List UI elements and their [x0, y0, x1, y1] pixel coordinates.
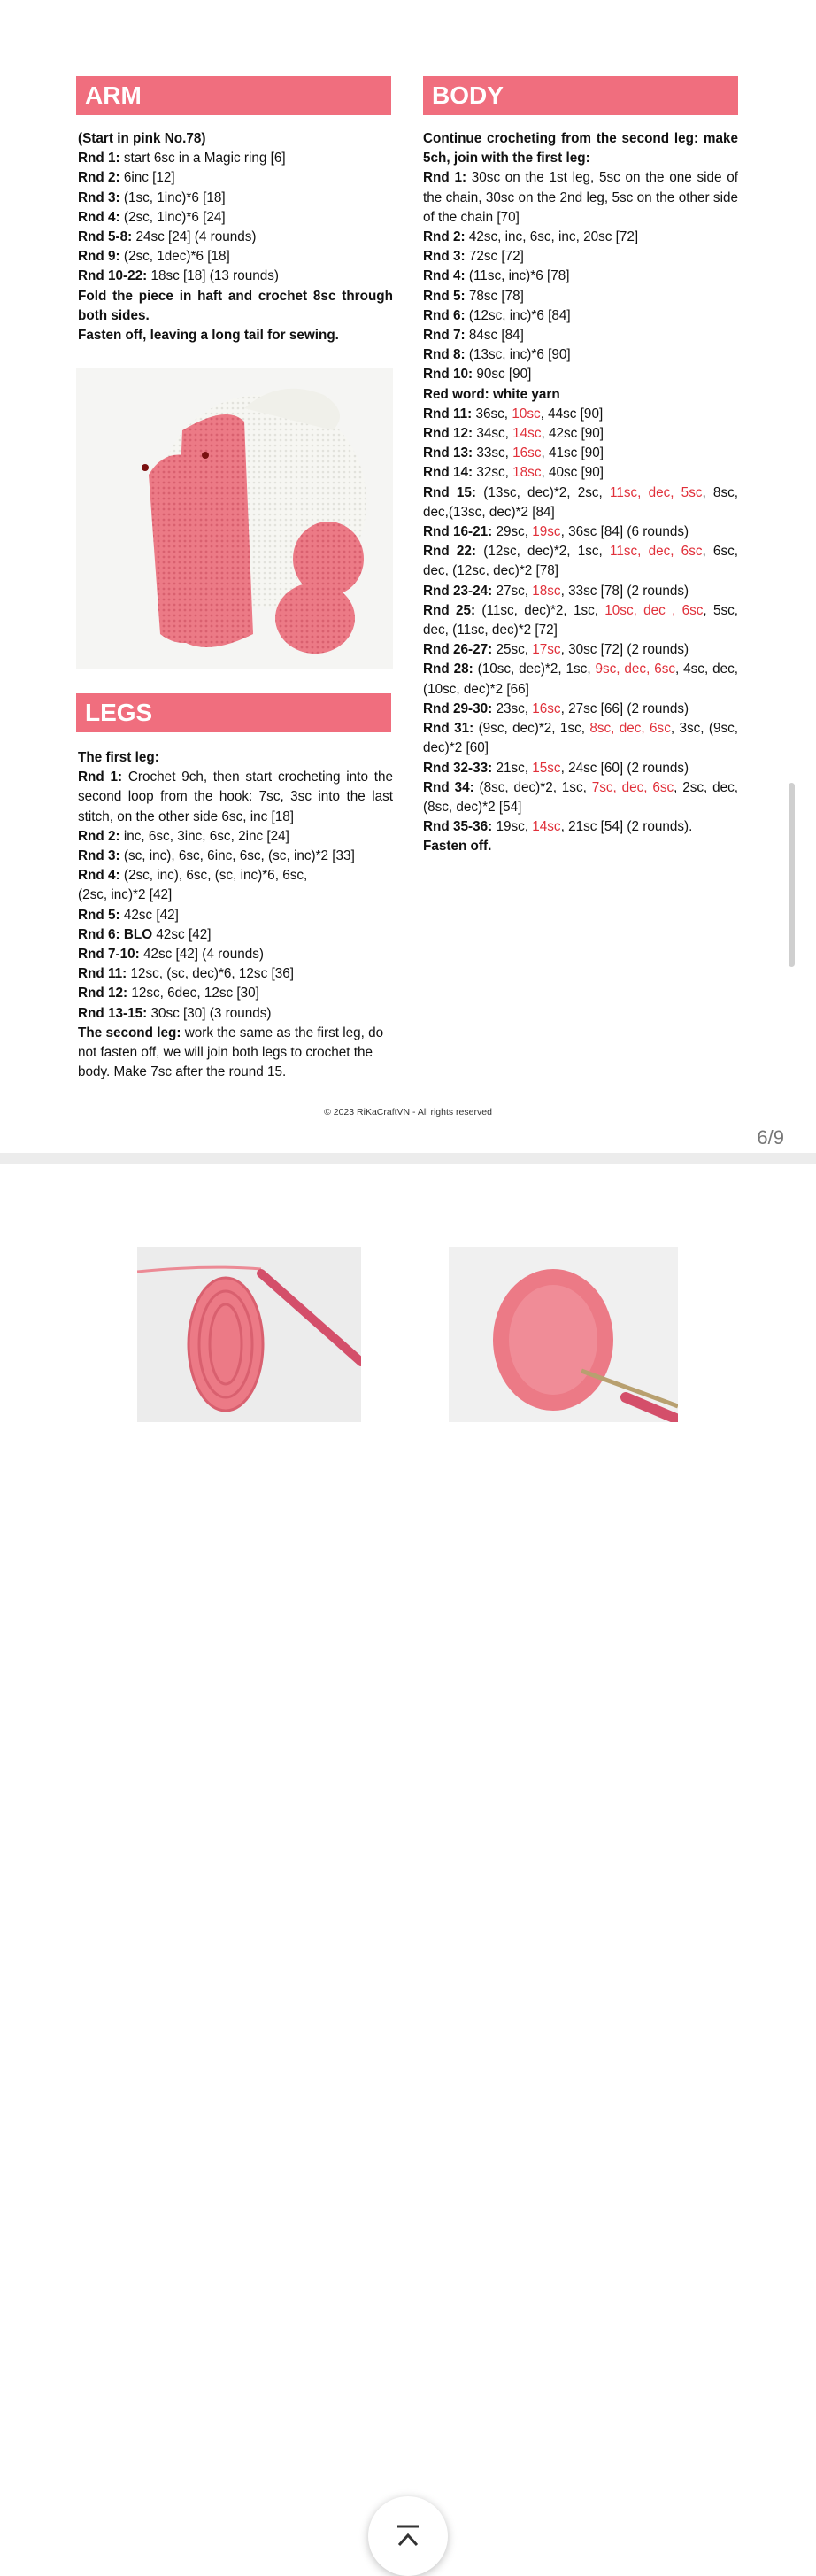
- pdf-page-6: [0, 0, 816, 1151]
- page-divider: [0, 1153, 816, 1164]
- body-colored-rows: [423, 405, 738, 837]
- scrollbar-thumb[interactable]: [789, 783, 795, 967]
- body-row: Rnd 23-24: 27sc, 18sc, 33sc [78] (2 rounds): [423, 583, 689, 599]
- body-header: [423, 76, 738, 115]
- white-yarn-stitches: 10sc: [512, 406, 541, 422]
- chevron-up-bar-icon: [392, 2520, 424, 2552]
- amigurumi-illustration: [76, 368, 393, 669]
- body-line: Rnd 8: (13sc, inc)*6 [90]: [423, 347, 571, 363]
- white-yarn-stitches: 10sc, dec , 6sc: [604, 602, 704, 618]
- legs-rnd1: Rnd 1: Crochet 9ch, then start crocheting into the second loop from the hook: 7sc, 3sc into the last stitch, on the other side 6sc, inc [18]: [78, 770, 393, 824]
- white-yarn-stitches: 11sc, dec, 6sc: [609, 544, 703, 560]
- body-row: Rnd 34: (8sc, dec)*2, 1sc, 7sc, dec, 6sc, 2sc, dec, (8sc, dec)*2 [54]: [423, 779, 739, 815]
- legs-line: Rnd 13-15: 30sc [30] (3 rounds): [78, 1005, 272, 1021]
- white-yarn-stitches: 8sc, dec, 6sc: [589, 721, 671, 737]
- legs-line: Rnd 5: 42sc [42]: [78, 907, 179, 923]
- body-instructions: [423, 129, 738, 857]
- second-leg-text: The second leg: work the same as the first leg, do not fasten off, we will join both legs to crochet the body. Make 7sc after the round 15.: [78, 1025, 384, 1080]
- body-row: Rnd 15: (13sc, dec)*2, 2sc, 11sc, dec, 5sc, 8sc, dec,(13sc, dec)*2 [84]: [423, 484, 738, 520]
- white-yarn-stitches: 14sc: [512, 426, 542, 442]
- arm-fasten-text: Fasten off, leaving a long tail for sewing.: [78, 328, 339, 344]
- white-yarn-stitches: 18sc: [532, 583, 561, 599]
- body-row: Rnd 13: 33sc, 16sc, 41sc [90]: [423, 445, 604, 461]
- white-yarn-stitches: 16sc: [512, 445, 542, 461]
- amigurumi-photo: [76, 368, 393, 669]
- body-row: Rnd 35-36: 19sc, 14sc, 21sc [54] (2 rounds).: [423, 819, 693, 835]
- body-row: Rnd 32-33: 21sc, 15sc, 24sc [60] (2 rounds): [423, 760, 689, 776]
- body-line: Rnd 3: 72sc [72]: [423, 249, 524, 265]
- arm-line: Rnd 4: (2sc, 1inc)*6 [24]: [78, 209, 226, 225]
- legs-title: LEGS: [85, 699, 153, 726]
- legs-line: Rnd 12: 12sc, 6dec, 12sc [30]: [78, 986, 259, 1002]
- arm-line: (Start in pink No.78): [78, 131, 206, 146]
- body-title: BODY: [432, 81, 504, 109]
- next-page-preview: [0, 1164, 816, 1434]
- white-yarn-stitches: 19sc: [532, 524, 561, 540]
- arm-line: Rnd 10-22: 18sc [18] (13 rounds): [78, 268, 280, 284]
- white-yarn-stitches: 11sc, dec, 5sc: [609, 484, 703, 500]
- legs-line: (2sc, inc)*2 [42]: [78, 887, 173, 903]
- body-line: Rnd 4: (11sc, inc)*6 [78]: [423, 268, 570, 284]
- body-line: Rnd 2: 42sc, inc, 6sc, inc, 20sc [72]: [423, 229, 639, 245]
- body-row: Rnd 11: 36sc, 10sc, 44sc [90]: [423, 406, 604, 422]
- body-row: Rnd 14: 32sc, 18sc, 40sc [90]: [423, 465, 604, 481]
- body-row: Rnd 26-27: 25sc, 17sc, 30sc [72] (2 rounds): [423, 642, 689, 658]
- body-row: Rnd 22: (12sc, dec)*2, 1sc, 11sc, dec, 6sc, 6sc, dec, (12sc, dec)*2 [78]: [423, 544, 738, 579]
- white-yarn-stitches: 7sc, dec, 6sc: [591, 779, 674, 795]
- body-line: Rnd 5: 78sc [78]: [423, 288, 524, 304]
- legs-line: Rnd 4: (2sc, inc), 6sc, (sc, inc)*6, 6sc,: [78, 868, 308, 884]
- legs-line: Rnd 2: inc, 6sc, 3inc, 6sc, 2inc [24]: [78, 828, 289, 844]
- body-row: Rnd 28: (10sc, dec)*2, 1sc, 9sc, dec, 6sc, 4sc, dec, (10sc, dec)*2 [66]: [423, 661, 739, 697]
- page-indicator: 6/9: [757, 1126, 784, 1149]
- body-intro: Continue crocheting from the second leg: make 5ch, join with the first leg:: [423, 131, 738, 166]
- arm-line: Rnd 1: start 6sc in a Magic ring [6]: [78, 151, 286, 166]
- arm-header: [76, 76, 391, 115]
- red-word-note: Red word: white yarn: [423, 386, 560, 402]
- body-row: Rnd 16-21: 29sc, 19sc, 36sc [84] (6 rounds): [423, 524, 689, 540]
- legs-line: Rnd 3: (sc, inc), 6sc, 6inc, 6sc, (sc, inc)*2 [33]: [78, 848, 355, 864]
- crochet-oval-illustration: [137, 1247, 361, 1422]
- arm-instructions: [78, 129, 393, 345]
- crochet-cup-illustration: [449, 1247, 678, 1422]
- body-line: Rnd 6: (12sc, inc)*6 [84]: [423, 307, 571, 323]
- white-yarn-stitches: 18sc: [512, 465, 542, 481]
- body-fasten: Fasten off.: [423, 839, 492, 855]
- legs-line: Rnd 6: BLO 42sc [42]: [78, 926, 212, 942]
- arm-line: Rnd 3: (1sc, 1inc)*6 [18]: [78, 190, 226, 205]
- arm-title: ARM: [85, 81, 142, 109]
- legs-line: Rnd 11: 12sc, (sc, dec)*6, 12sc [36]: [78, 966, 294, 982]
- body-rnd1: Rnd 1: 30sc on the 1st leg, 5sc on the one side of the chain, 30sc on the 2nd leg, 5sc on the other side of the chain [70]: [423, 170, 738, 225]
- white-yarn-stitches: 14sc: [532, 819, 561, 835]
- white-yarn-stitches: 17sc: [532, 642, 561, 658]
- white-yarn-stitches: 9sc, dec, 6sc: [595, 661, 676, 677]
- body-row: Rnd 12: 34sc, 14sc, 42sc [90]: [423, 426, 604, 442]
- body-line: Rnd 7: 84sc [84]: [423, 328, 524, 344]
- body-row: Rnd 29-30: 23sc, 16sc, 27sc [66] (2 rounds): [423, 700, 689, 716]
- arm-fold-text: Fold the piece in haft and crochet 8sc through both sides.: [78, 288, 393, 323]
- arm-line: Rnd 2: 6inc [12]: [78, 170, 175, 186]
- legs-header: [76, 693, 391, 732]
- white-yarn-stitches: 16sc: [532, 700, 561, 716]
- leg-photo-2: [449, 1247, 678, 1422]
- white-yarn-stitches: 15sc: [532, 760, 561, 776]
- body-line: Rnd 10: 90sc [90]: [423, 367, 532, 383]
- legs-instructions: [78, 748, 393, 1082]
- body-row: Rnd 25: (11sc, dec)*2, 1sc, 10sc, dec , 6sc, 5sc, dec, (11sc, dec)*2 [72]: [423, 602, 739, 638]
- legs-line: Rnd 7-10: 42sc [42] (4 rounds): [78, 947, 264, 963]
- body-row: Rnd 31: (9sc, dec)*2, 1sc, 8sc, dec, 6sc, 3sc, (9sc, dec)*2 [60]: [423, 721, 739, 756]
- copyright: © 2023 RiKaCraftVN - All rights reserved: [324, 1107, 492, 1118]
- scroll-to-top-button[interactable]: [368, 2496, 448, 2576]
- arm-line: Rnd 9: (2sc, 1dec)*6 [18]: [78, 249, 230, 265]
- first-leg-label: The first leg:: [78, 750, 159, 765]
- arm-line: Rnd 5-8: 24sc [24] (4 rounds): [78, 229, 257, 245]
- leg-photo-1: [137, 1247, 361, 1422]
